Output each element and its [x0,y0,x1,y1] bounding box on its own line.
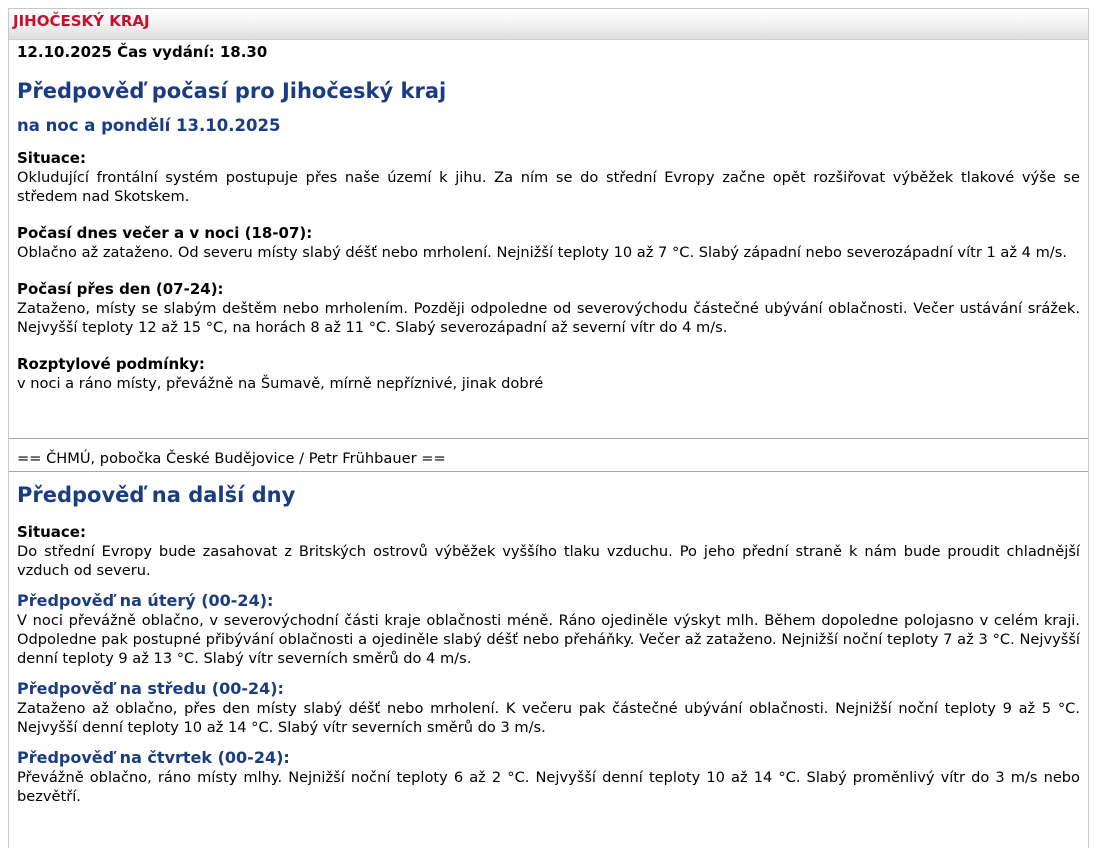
section-title: Počasí dnes večer a v noci (18-07): [17,224,313,242]
section-text: Převážně oblačno, ráno místy mlhy. Nejnižší noční teploty 6 až 2 °C. Nejvyšší denní teploty 10 až 14 °C. Slabý proměnlivý vítr do 3 m/s nebo bezvětří. [17,769,1080,805]
forecast-title: Předpověď počasí pro Jihočeský kraj [17,79,447,103]
section-wednesday [17,679,1080,737]
section-next-situation [17,523,1080,580]
signature-bar [9,438,1088,472]
section-title: Předpověď na středu (00-24): [17,679,284,698]
today-forecast [9,40,1088,393]
section-tuesday [17,591,1080,668]
section-text: Do střední Evropy bude zasahovat z Britských ostrovů výběžek vyššího tlaku vzduchu. Po jeho přední straně k nám bude proudit chladnější vzduch od severu. [17,543,1080,579]
signature: == ČHMÚ, pobočka České Budějovice / Petr Frühbauer == [17,450,446,467]
region-name: JIHOČESKÝ KRAJ [13,12,150,30]
next-days-forecast [9,481,1088,806]
section-situation [17,149,1080,206]
region-header [9,9,1088,40]
section-evening-night [17,224,1080,262]
section-title: Předpověď na úterý (00-24): [17,591,274,610]
issue-date: 12.10.2025 Čas vydání: 18.30 [17,43,268,61]
next-days-title: Předpověď na další dny [17,483,296,507]
forecast-panel [8,8,1089,848]
section-title: Počasí přes den (07-24): [17,280,224,298]
section-title: Situace: [17,149,86,167]
section-title: Předpověď na čtvrtek (00-24): [17,748,290,767]
section-text: Zataženo až oblačno, přes den místy slabý déšť nebo mrholení. K večeru pak částečné ubývání oblačnosti. Nejnižší noční teploty 9 až 5 °C. Nejvyšší denní teploty 10 až 14 °C. Slabý vítr severních směrů do 3 m/s. [17,700,1080,736]
forecast-subtitle: na noc a pondělí 13.10.2025 [17,116,281,135]
section-dispersion [17,355,1080,393]
section-text: Zataženo, místy se slabým deštěm nebo mrholením. Později odpoledne od severovýchodu částečné ubývání oblačnosti. Večer ustávání srážek. Nejvyšší teploty 12 až 15 °C, na horách 8 až 11 °C. Slabý severozápadní až severní vítr do 4 m/s. [17,300,1080,336]
section-text: Oblačno až zataženo. Od severu místy slabý déšť nebo mrholení. Nejnižší teploty 10 až 7 °C. Slabý západní nebo severozápadní vítr 1 až 4 m/s. [17,244,1067,261]
section-title: Situace: [17,523,86,541]
section-thursday [17,748,1080,806]
section-daytime [17,280,1080,337]
section-text: v noci a ráno místy, převážně na Šumavě, mírně nepříznivé, jinak dobré [17,375,544,392]
section-text: Okludující frontální systém postupuje přes naše území k jihu. Za ním se do střední Evropy začne opět rozšiřovat výběžek tlakové výše se středem nad Skotskem. [17,169,1080,205]
section-text: V noci převážně oblačno, v severovýchodní části kraje oblačnosti méně. Ráno ojediněle výskyt mlh. Během dopoledne polojasno v celém kraji. Odpoledne pak postupné přibývání oblačnosti a ojediněle slabý déšť nebo přeháňky. Večer až zataženo. Nejnižší noční teploty 7 až 3 °C. Nejvyšší denní teploty 9 až 13 °C. Slabý vítr severních směrů do 4 m/s. [17,612,1080,667]
section-title: Rozptylové podmínky: [17,355,205,373]
